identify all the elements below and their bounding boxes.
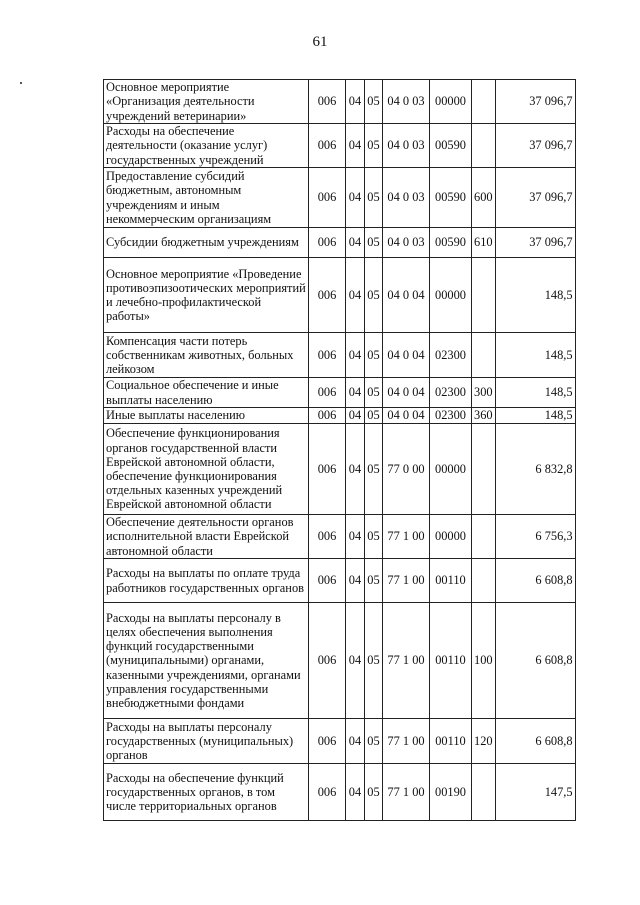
direction-code: 00590 — [430, 168, 472, 228]
row-name: Предоставление субсидий бюджетным, автономным учреждениям и иным некоммерческим организациям — [104, 168, 309, 228]
expense-type-code — [472, 424, 496, 515]
subsection-code: 05 — [365, 80, 383, 124]
ministry-code: 006 — [309, 228, 346, 258]
expense-type-code — [472, 80, 496, 124]
budget-table — [103, 79, 576, 821]
row-name: Обеспечение деятельности органов исполнительной власти Еврейской автономной области — [104, 515, 309, 559]
expense-type-code: 300 — [472, 378, 496, 408]
table-row — [104, 719, 576, 764]
ministry-code: 006 — [309, 719, 346, 764]
table-row — [104, 378, 576, 408]
expense-type-code: 600 — [472, 168, 496, 228]
ministry-code: 006 — [309, 168, 346, 228]
expense-type-code: 360 — [472, 408, 496, 424]
amount: 6 756,3 — [495, 515, 575, 559]
amount: 148,5 — [495, 408, 575, 424]
table-row — [104, 228, 576, 258]
table-row — [104, 333, 576, 378]
amount: 6 608,8 — [495, 603, 575, 719]
subsection-code: 05 — [365, 124, 383, 168]
amount: 148,5 — [495, 378, 575, 408]
table-row — [104, 168, 576, 228]
section-code: 04 — [346, 258, 365, 333]
program-code: 04 0 04 — [383, 333, 430, 378]
row-name: Расходы на обеспечение функций государственных органов, в том числе территориальных органов — [104, 764, 309, 821]
table-row — [104, 258, 576, 333]
amount: 6 608,8 — [495, 559, 575, 603]
section-code: 04 — [346, 603, 365, 719]
program-code: 77 1 00 — [383, 603, 430, 719]
section-code: 04 — [346, 424, 365, 515]
row-name: Социальное обеспечение и иные выплаты населению — [104, 378, 309, 408]
subsection-code: 05 — [365, 378, 383, 408]
direction-code: 00000 — [430, 424, 472, 515]
section-code: 04 — [346, 378, 365, 408]
page-number: 61 — [312, 34, 328, 50]
row-name: Иные выплаты населению — [104, 408, 309, 424]
section-code: 04 — [346, 515, 365, 559]
ministry-code: 006 — [309, 124, 346, 168]
ministry-code: 006 — [309, 378, 346, 408]
direction-code: 00190 — [430, 764, 472, 821]
amount: 37 096,7 — [495, 228, 575, 258]
ministry-code: 006 — [309, 764, 346, 821]
subsection-code: 05 — [365, 424, 383, 515]
row-name: Обеспечение функционирования органов государственной власти Еврейской автономной области, обеспечение функционирования отдельных казенных учреждений Еврейской автономной области — [104, 424, 309, 515]
ministry-code: 006 — [309, 515, 346, 559]
section-code: 04 — [346, 168, 365, 228]
direction-code: 00000 — [430, 80, 472, 124]
expense-type-code: 610 — [472, 228, 496, 258]
table-row — [104, 559, 576, 603]
expense-type-code — [472, 258, 496, 333]
program-code: 04 0 03 — [383, 228, 430, 258]
direction-code: 00590 — [430, 228, 472, 258]
direction-code: 00000 — [430, 515, 472, 559]
row-name: Основное мероприятие «Проведение противоэпизоотических мероприятий и лечебно-профилактической работы» — [104, 258, 309, 333]
subsection-code: 05 — [365, 168, 383, 228]
table-row — [104, 80, 576, 124]
section-code: 04 — [346, 764, 365, 821]
row-name: Субсидии бюджетным учреждениям — [104, 228, 309, 258]
direction-code: 02300 — [430, 333, 472, 378]
section-code: 04 — [346, 124, 365, 168]
direction-code: 00110 — [430, 559, 472, 603]
direction-code: 00110 — [430, 603, 472, 719]
row-name: Основное мероприятие «Организация деятельности учреждений ветеринарии» — [104, 80, 309, 124]
table-row — [104, 603, 576, 719]
program-code: 04 0 03 — [383, 124, 430, 168]
table-row — [104, 124, 576, 168]
amount: 37 096,7 — [495, 124, 575, 168]
direction-code: 02300 — [430, 408, 472, 424]
direction-code: 00000 — [430, 258, 472, 333]
row-name: Расходы на выплаты персоналу государственных (муниципальных) органов — [104, 719, 309, 764]
amount: 37 096,7 — [495, 168, 575, 228]
program-code: 04 0 03 — [383, 80, 430, 124]
amount: 147,5 — [495, 764, 575, 821]
amount: 6 608,8 — [495, 719, 575, 764]
subsection-code: 05 — [365, 408, 383, 424]
expense-type-code — [472, 124, 496, 168]
ministry-code: 006 — [309, 80, 346, 124]
subsection-code: 05 — [365, 515, 383, 559]
ministry-code: 006 — [309, 333, 346, 378]
section-code: 04 — [346, 80, 365, 124]
amount: 148,5 — [495, 333, 575, 378]
budget-table-body — [104, 80, 576, 821]
expense-type-code — [472, 333, 496, 378]
table-row — [104, 764, 576, 821]
expense-type-code: 100 — [472, 603, 496, 719]
program-code: 77 0 00 — [383, 424, 430, 515]
table-row — [104, 408, 576, 424]
direction-code: 00110 — [430, 719, 472, 764]
program-code: 77 1 00 — [383, 515, 430, 559]
table-row — [104, 515, 576, 559]
amount: 148,5 — [495, 258, 575, 333]
subsection-code: 05 — [365, 228, 383, 258]
direction-code: 02300 — [430, 378, 472, 408]
program-code: 04 0 04 — [383, 378, 430, 408]
row-name: Расходы на выплаты по оплате труда работников государственных органов — [104, 559, 309, 603]
row-name: Компенсация части потерь собственникам животных, больных лейкозом — [104, 333, 309, 378]
amount: 6 832,8 — [495, 424, 575, 515]
subsection-code: 05 — [365, 764, 383, 821]
ministry-code: 006 — [309, 258, 346, 333]
section-code: 04 — [346, 719, 365, 764]
program-code: 04 0 04 — [383, 258, 430, 333]
row-name: Расходы на выплаты персоналу в целях обеспечения выполнения функций государственными (муниципальными) органами, казенными учреждениями, органами управления государственными внебюджетными фондами — [104, 603, 309, 719]
subsection-code: 05 — [365, 559, 383, 603]
row-name: Расходы на обеспечение деятельности (оказание услуг) государственных учреждений — [104, 124, 309, 168]
program-code: 77 1 00 — [383, 764, 430, 821]
program-code: 77 1 00 — [383, 719, 430, 764]
scan-speck — [20, 82, 22, 84]
section-code: 04 — [346, 333, 365, 378]
ministry-code: 006 — [309, 559, 346, 603]
expense-type-code — [472, 764, 496, 821]
subsection-code: 05 — [365, 258, 383, 333]
amount: 37 096,7 — [495, 80, 575, 124]
program-code: 04 0 03 — [383, 168, 430, 228]
table-row — [104, 424, 576, 515]
ministry-code: 006 — [309, 424, 346, 515]
ministry-code: 006 — [309, 408, 346, 424]
subsection-code: 05 — [365, 719, 383, 764]
section-code: 04 — [346, 228, 365, 258]
subsection-code: 05 — [365, 603, 383, 719]
subsection-code: 05 — [365, 333, 383, 378]
section-code: 04 — [346, 559, 365, 603]
section-code: 04 — [346, 408, 365, 424]
ministry-code: 006 — [309, 603, 346, 719]
program-code: 77 1 00 — [383, 559, 430, 603]
expense-type-code — [472, 515, 496, 559]
program-code: 04 0 04 — [383, 408, 430, 424]
expense-type-code — [472, 559, 496, 603]
direction-code: 00590 — [430, 124, 472, 168]
expense-type-code: 120 — [472, 719, 496, 764]
